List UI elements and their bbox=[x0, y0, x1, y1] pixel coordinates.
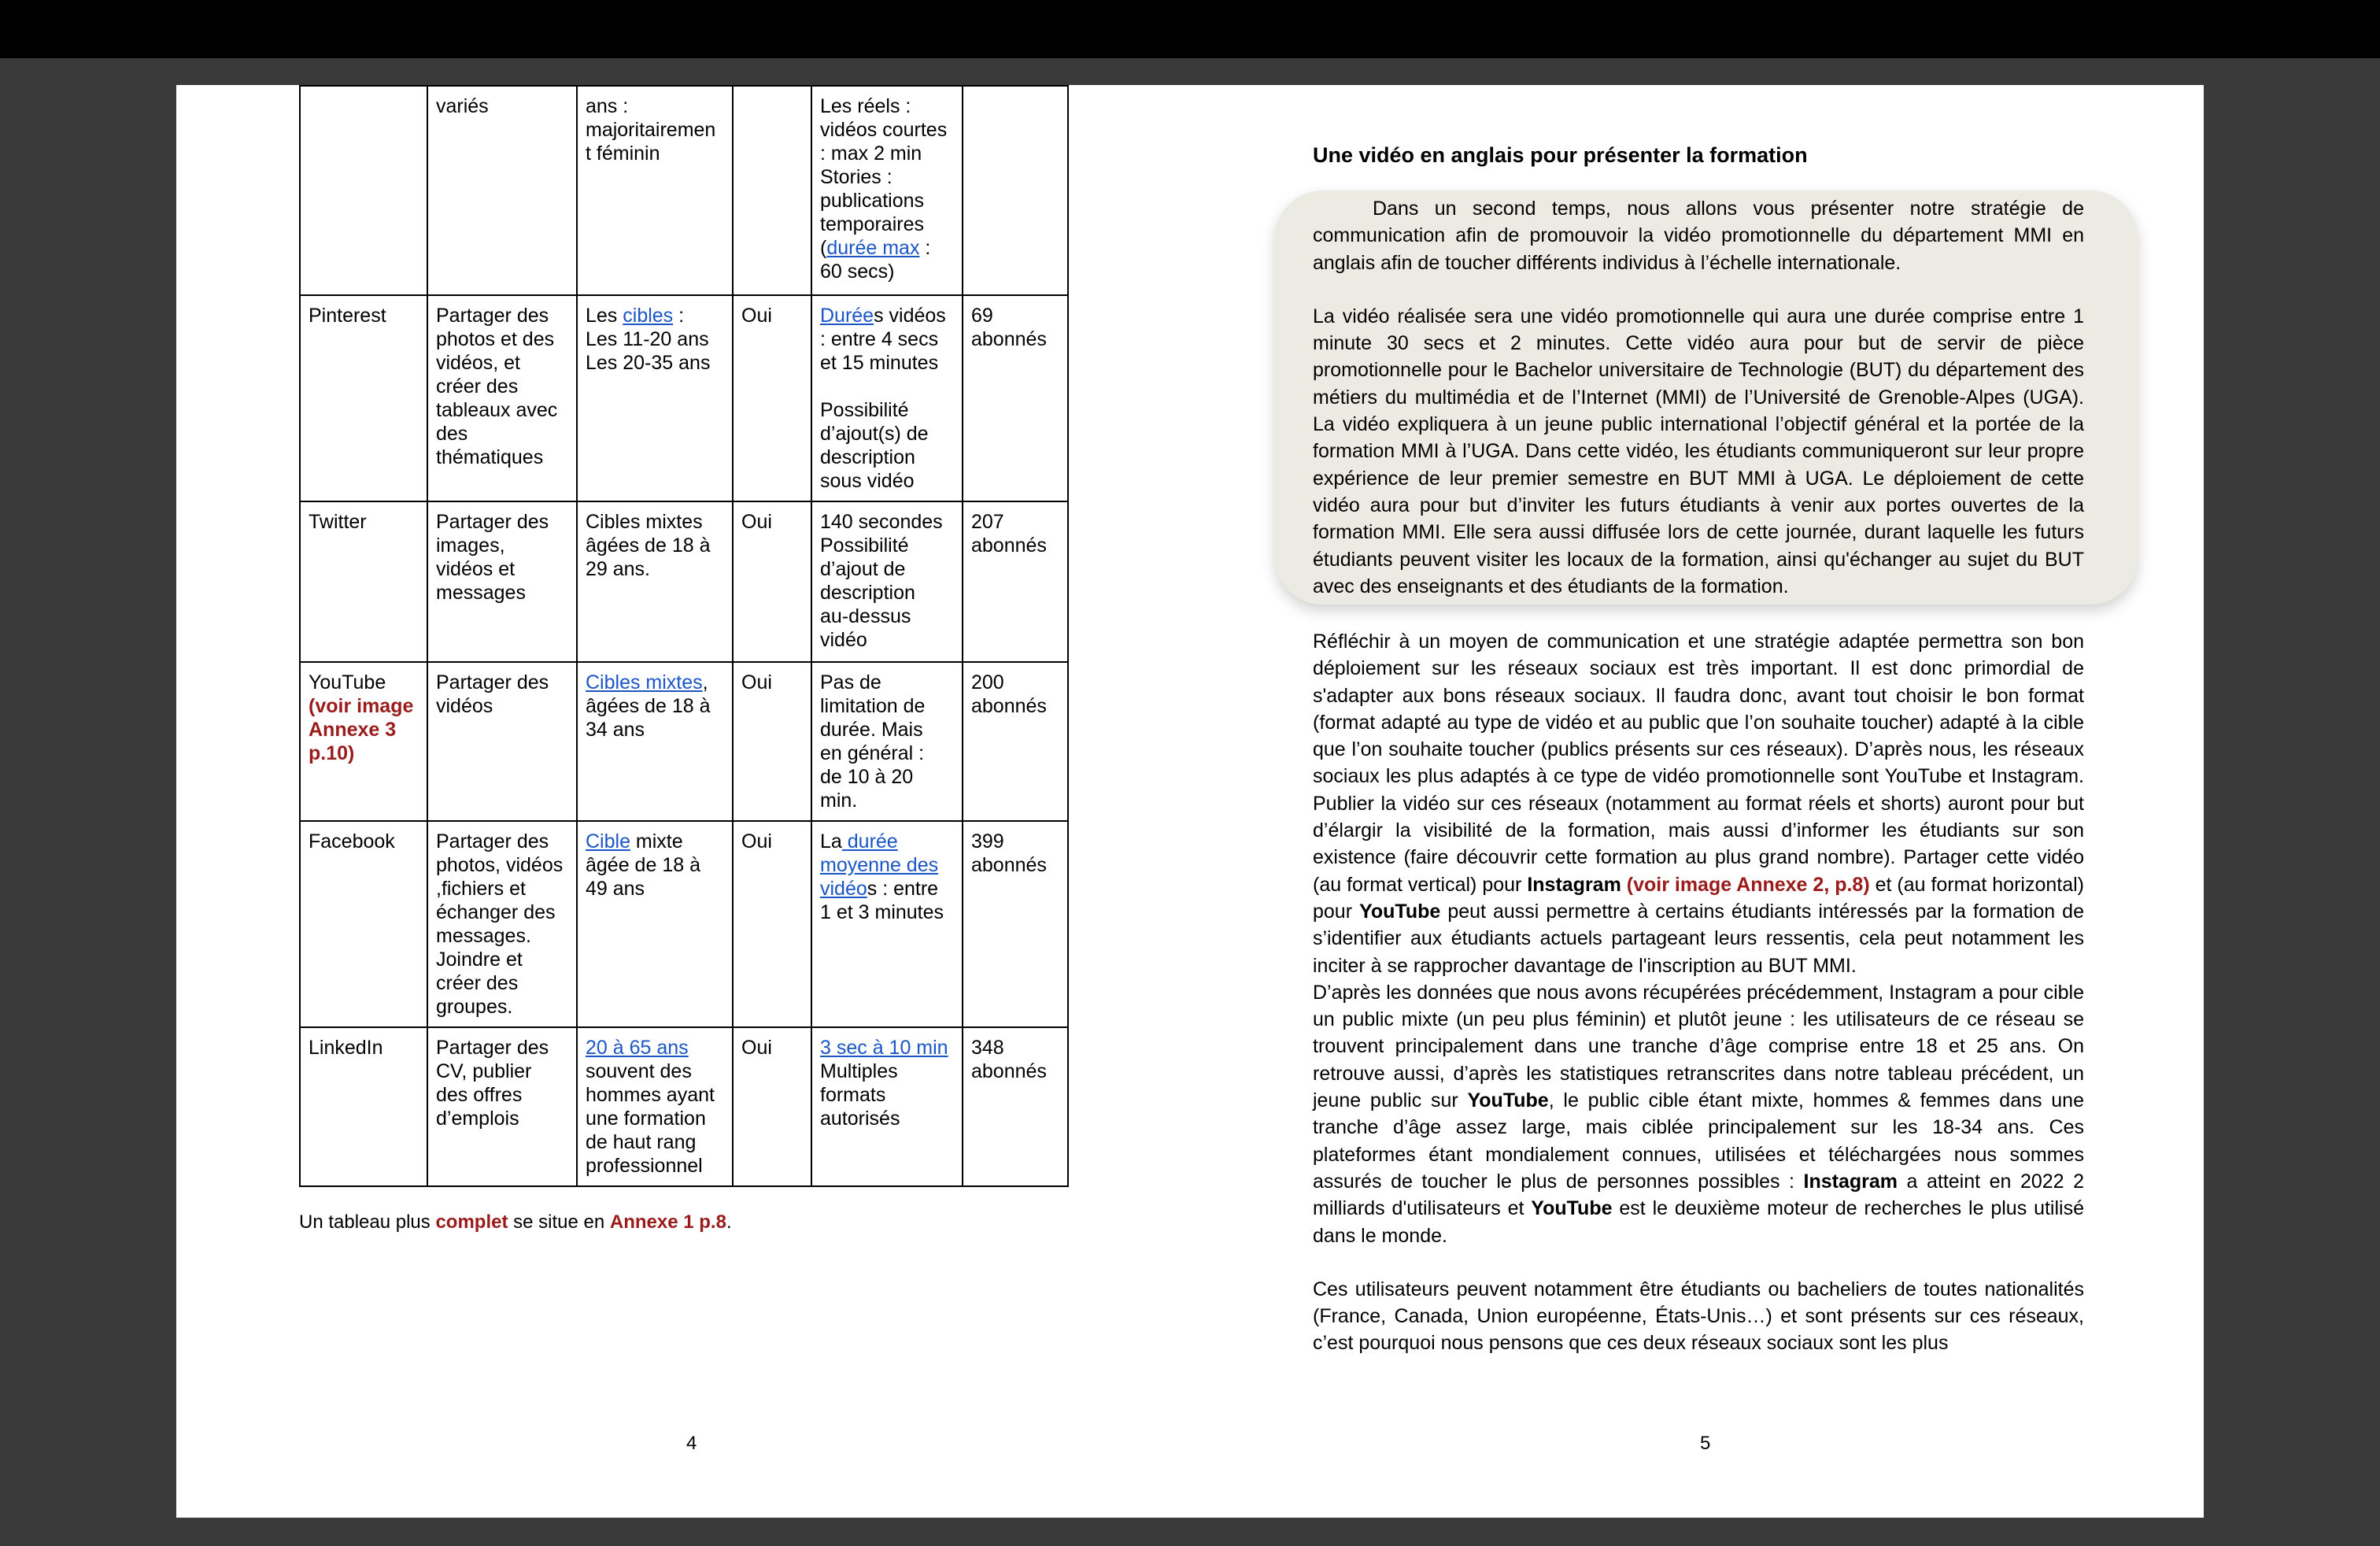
cell-network bbox=[300, 662, 427, 821]
note-annex-reference: Annexe 1 p.8 bbox=[609, 1211, 726, 1233]
network-text: YouTube bbox=[309, 671, 386, 693]
format-text: 140 secondes Possibilité d’ajout de description au-dessus vidéo bbox=[820, 511, 943, 651]
note-highlight-complet: complet bbox=[435, 1211, 508, 1233]
cell-audience bbox=[577, 662, 733, 821]
cell-available: Oui bbox=[733, 821, 811, 1027]
body-text: D’après les données que nous avons récupérées précédemment, Instagram a pour cible un public mixte (un peu plus féminin) et plutôt jeune : les utilisateurs de ce réseau se trouvent principalement dans une tranche d’âge comprise entre 18 et 25 ans. On retrouve aussi, d’après les statistiques retranscrites dans notre tableau précédent, un jeune public sur bbox=[1313, 981, 2084, 1112]
section-title: Une vidéo en anglais pour présenter la formation bbox=[1313, 143, 1808, 167]
social-networks-table bbox=[299, 85, 1069, 1187]
window-top-bar bbox=[0, 0, 2380, 58]
cell-format bbox=[811, 662, 963, 821]
body-text: Réfléchir à un moyen de communication et une stratégie adaptée permettra son bon déploiement sur les réseaux sociaux est très important. Il est donc primordial de s'adapter aux bons réseaux sociaux. Il faudra donc, avant tout choisir le bon format (format adapté au type de vidéo et au public que l’on souhaite toucher) adapté à la cible que l’on souhaite toucher (publics présents sur ces réseaux). D’après nous, les réseaux sociaux les plus adaptés à ce type de vidéo promotionnelle sont YouTube et Instagram. Publier la vidéo sur ces réseaux (notamment au format réels et shorts) auront pour but d’élargir la visibilité de la formation, mais aussi d’informer les étudiants sur son existence (faire découvrir cette formation au plus grand nombre). Partager cette vidéo (au format vertical) pour bbox=[1313, 631, 2084, 896]
purpose-text: Partager des images, vidéos et messages bbox=[436, 511, 549, 604]
audience-text: Cibles mixtes âgées de 18 à 29 ans. bbox=[586, 511, 711, 580]
cell-purpose bbox=[427, 501, 577, 662]
cell-purpose bbox=[427, 86, 577, 295]
table-row bbox=[300, 295, 1068, 501]
purpose-text: variés bbox=[436, 95, 489, 117]
format-link[interactable]: Durée bbox=[820, 305, 874, 327]
purpose-text: Partager des photos, vidéos ,fichiers et échanger des messages. Joindre et créer des groupes. bbox=[436, 830, 564, 1018]
cell-network bbox=[300, 501, 427, 662]
audience-link[interactable]: 20 à 65 ans bbox=[586, 1037, 689, 1059]
format-text: s vidéos : entre 4 secs et 15 minutes Possibilité d’ajout(s) de description sous vidéo bbox=[820, 305, 946, 492]
audience-text: ans : majoritairemen t féminin bbox=[586, 95, 716, 165]
body-bold: Instagram bbox=[1803, 1170, 1898, 1193]
audience-link[interactable]: Cibles mixtes bbox=[586, 671, 703, 693]
document-page-left bbox=[176, 85, 1103, 1518]
cell-format bbox=[811, 501, 963, 662]
network-text: Pinterest bbox=[309, 305, 386, 327]
network-reference: (voir image Annexe 3 p.10) bbox=[309, 695, 414, 764]
cell-format bbox=[811, 821, 963, 1027]
format-text: ( bbox=[820, 237, 827, 259]
cell-followers bbox=[963, 86, 1068, 295]
table-row bbox=[300, 821, 1068, 1027]
cell-network bbox=[300, 821, 427, 1027]
format-text: Pas de limitation de durée. Mais en général : de 10 à 20 min. bbox=[820, 671, 926, 812]
table-note bbox=[299, 1211, 732, 1234]
cell-available: Oui bbox=[733, 662, 811, 821]
cell-available: Oui bbox=[733, 501, 811, 662]
table-row bbox=[300, 662, 1068, 821]
cell-audience bbox=[577, 295, 733, 501]
table-row bbox=[300, 501, 1068, 662]
body-bold: Instagram bbox=[1527, 873, 1621, 896]
purpose-text: Partager des CV, publier des offres d’emplois bbox=[436, 1037, 549, 1130]
body-reference: (voir image Annexe 2, p.8) bbox=[1626, 873, 1870, 896]
cell-followers: 200 abonnés bbox=[963, 662, 1068, 821]
body-text: peut aussi permettre à certains étudiants intéressés par la formation de s’identifier aux étudiants actuels partageant leurs ressentis, cela peut notamment les inciter à se rapprocher davantage de l'inscription au BUT MMI. bbox=[1313, 900, 2084, 977]
network-text: Twitter bbox=[309, 511, 367, 533]
purpose-text: Partager des photos et des vidéos, et créer des tableaux avec des thématiques bbox=[436, 305, 558, 468]
format-link[interactable]: 3 sec à 10 min bbox=[820, 1037, 948, 1059]
table-row bbox=[300, 1027, 1068, 1186]
body-text: , le public cible étant mixte, hommes & femmes dans une tranche d’âge assez large, mais ciblée principalement sur les 18-34 ans. Ces plateformes étant mondialement connues, utilisées et téléchargées nous sommes assurés de toucher le plus de personnes possibles : bbox=[1313, 1089, 2084, 1193]
format-text: La bbox=[820, 830, 842, 853]
audience-text: souvent des hommes ayant une formation de haut rang professionnel bbox=[586, 1060, 715, 1177]
network-text: Facebook bbox=[309, 830, 395, 853]
table-row bbox=[300, 86, 1068, 295]
cell-network bbox=[300, 1027, 427, 1186]
note-text: Un tableau plus bbox=[299, 1211, 436, 1233]
format-text: Multiples formats autorisés bbox=[820, 1060, 900, 1130]
audience-text: Les bbox=[586, 305, 623, 327]
page-number: 5 bbox=[1700, 1433, 1711, 1454]
cell-audience bbox=[577, 86, 733, 295]
cell-network bbox=[300, 295, 427, 501]
format-text: s : entre 1 et 3 minutes bbox=[820, 878, 944, 923]
intro-text-block bbox=[1313, 195, 2084, 600]
body-bold: YouTube bbox=[1531, 1197, 1613, 1220]
body-text: et (au format horizontal) pour bbox=[1313, 873, 2084, 923]
note-text: se situe en bbox=[508, 1211, 610, 1233]
format-link[interactable]: durée max bbox=[826, 237, 920, 259]
cell-format bbox=[811, 86, 963, 295]
audience-text: , âgées de 18 à 34 ans bbox=[586, 671, 711, 741]
cell-available: Oui bbox=[733, 1027, 811, 1186]
cell-purpose bbox=[427, 821, 577, 1027]
network-text: LinkedIn bbox=[309, 1037, 383, 1059]
body-text: a atteint en 2022 2 milliards d'utilisateurs et bbox=[1313, 1170, 2084, 1220]
format-link[interactable]: durée moyenne des vidéo bbox=[820, 830, 939, 900]
body-bold: YouTube bbox=[1467, 1089, 1549, 1112]
body-text: est le deuxième moteur de recherches le plus utilisé dans le monde. bbox=[1313, 1197, 2084, 1247]
format-text: : 60 secs) bbox=[820, 237, 931, 283]
body-paragraph: Ces utilisateurs peuvent notamment être étudiants ou bacheliers de toutes nationalités (France, Canada, Union européenne, États-Unis…) et sont présents sur ces réseaux, c’est pourquoi nous pensons que ces deux réseaux sociaux sont les plus bbox=[1313, 1278, 2084, 1355]
body-paragraph bbox=[1313, 979, 2084, 1249]
cell-purpose bbox=[427, 295, 577, 501]
page-number: 4 bbox=[686, 1433, 697, 1454]
cell-available: Oui bbox=[733, 295, 811, 501]
body-paragraph bbox=[1313, 628, 2084, 979]
cell-audience bbox=[577, 1027, 733, 1186]
cell-audience bbox=[577, 501, 733, 662]
intro-paragraph: La vidéo réalisée sera une vidéo promotionnelle qui aura une durée comprise entre 1 minute 30 secs et 2 minutes. Cette vidéo aura pour but de servir de pièce promotionnelle pour le Bachelor universitaire de Technologie (BUT) du département des métiers du multimédia et de l’Internet (MMI) de l’Université de Grenoble-Alpes (UGA). La vidéo expliquera à un jeune public international l’objectif général et la portée de la formation MMI à l’UGA. Dans cette vidéo, les étudiants communiqueront sur leur propre expérience de leur premier semestre en BUT MMI à UGA. Le déploiement de cette vidéo aura pour but d’inviter les futurs étudiants à venir aux portes ouvertes de la formation MMI. Elle sera aussi diffusée lors de cette journée, durant laquelle les futurs étudiants peuvent visiter les locaux de la formation, ainsi qu'échanger au sujet du BUT avec des enseignants et des étudiants de la formation. bbox=[1313, 305, 2084, 597]
cell-followers: 207 abonnés bbox=[963, 501, 1068, 662]
body-text bbox=[1621, 874, 1627, 896]
audience-text: : Les 11-20 ans Les 20-35 ans bbox=[586, 305, 711, 374]
cell-format bbox=[811, 295, 963, 501]
purpose-text: Partager des vidéos bbox=[436, 671, 549, 717]
cell-followers: 399 abonnés bbox=[963, 821, 1068, 1027]
cell-audience bbox=[577, 821, 733, 1027]
cell-format bbox=[811, 1027, 963, 1186]
cell-followers: 69 abonnés bbox=[963, 295, 1068, 501]
document-page-right bbox=[1103, 85, 2204, 1518]
cell-network bbox=[300, 86, 427, 295]
body-bold: YouTube bbox=[1359, 900, 1441, 923]
audience-link[interactable]: cibles bbox=[623, 305, 674, 327]
audience-link[interactable]: Cible bbox=[586, 830, 630, 853]
note-text: . bbox=[726, 1211, 732, 1233]
intro-paragraph: Dans un second temps, nous allons vous présenter notre stratégie de communication afin de promouvoir la vidéo promotionnelle du département MMI en anglais afin de toucher différents individus à l’échelle internationale. bbox=[1313, 198, 2084, 274]
cell-available bbox=[733, 86, 811, 295]
cell-purpose bbox=[427, 662, 577, 821]
format-text: Les réels : vidéos courtes : max 2 min Stories : publications temporaires bbox=[820, 95, 948, 235]
cell-purpose bbox=[427, 1027, 577, 1186]
body-text-block bbox=[1313, 628, 2084, 1357]
audience-text: mixte âgée de 18 à 49 ans bbox=[586, 830, 700, 900]
cell-followers: 348 abonnés bbox=[963, 1027, 1068, 1186]
